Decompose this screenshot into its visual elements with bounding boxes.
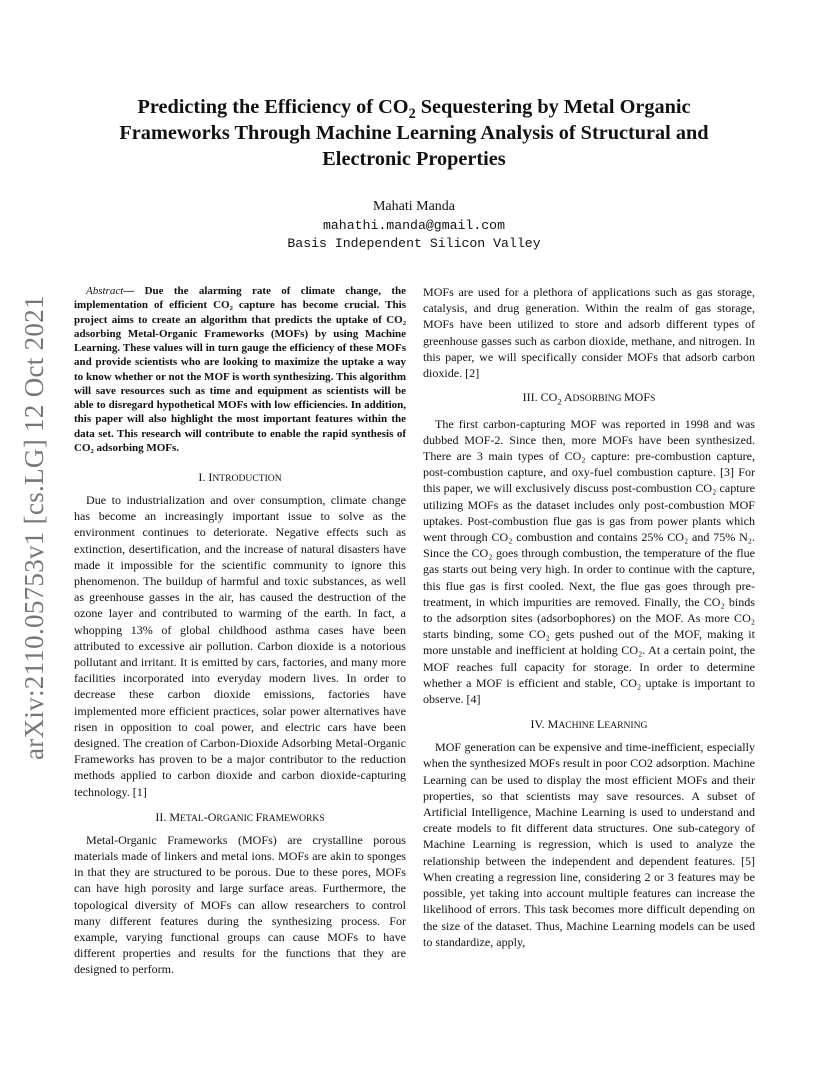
section-heading-mofs: II. METAL-ORGANIC FRAMEWORKS [155, 809, 325, 824]
title-line3: Electronic Properties [322, 148, 506, 170]
right-column [423, 284, 755, 950]
abstract-text: Due the alarming rate of climate change, the implementation of efficient CO₂ capture has become crucial. This project aims to create an algorithm that predicts the uptake of CO₂ adsorbing Metal-Organic Frameworks (MOFs) by using Machine Learning. These values will in turn gauge the efficiency of these MOFs and provide scientists who are looking to maximize the uptake a way to know whether or not the MOF is worth synthesizing. This algorithm will save resources such as time and equipment as scientists will be able to disregard hypothetical MOFs with low efficiencies. In addition, this paper will also highlight the most important features within the data set. This research will contribute to enable the rapid synthesis of CO₂ adsorbing MOFs. [74, 285, 406, 454]
title-line2: Frameworks Through Machine Learning Analysis of Structural and [119, 122, 709, 144]
section-heading-machine-learning: IV. MACHINE LEARNING [530, 717, 648, 732]
title-line1-b: Sequestering by Metal Organic [415, 96, 691, 118]
title-line1-a: Predicting the Efficiency of CO [137, 96, 409, 118]
paper-title [70, 94, 758, 172]
author-name: Mahati Manda [372, 199, 456, 214]
abstract: Abstract— Due the alarming rate of climate change, the implementation of efficient CO₂ capture has become crucial. This project aims to create an algorithm that predicts the uptake of CO₂ adsorbing Metal-Organic Frameworks (MOFs) by using Machine Learning. These values will in turn gauge the efficiency of these MOFs and provide scientists who are looking to maximize the uptake a way to know whether or not the MOF is worth synthesizing. This algorithm will save resources such as time and equipment as scientists will be able to disregard hypothetical MOFs with low efficiencies. In addition, this paper will also highlight the most important features within the data set. This research will contribute to enable the rapid synthesis of CO₂ adsorbing MOFs. [74, 285, 406, 454]
machine-learning-paragraph: MOF generation can be expensive and time-inefficient, especially when the synthesized MOFs result in poor CO2 adsorption. Machine Learning can be used to display the most efficient MOFs and their properties, so that scientists may save resources. A subset of Artificial Intelligence, Machine Learning is used to understand and create models to fit different data structures. One sub-category of Machine Learning is regression, which is used to analyze the relationship between the independent and dependent features. [5] When creating a regression line, considering 2 or 3 features may be possible, yet taking into account multiple features can increase the likelihood of errors. This task becomes more difficult depending on the size of the dataset. Thus, Machine Learning models can be used to standardize, apply, [423, 740, 755, 949]
co2-paragraph: The first carbon-capturing MOF was reported in 1998 and was dubbed MOF-2. Since then, more MOFs have been synthesized. There are 3 main types of CO₂ capture: pre-combustion capture, post-combustion capture, and oxy-fuel combustion capture. [3] For this paper, we will exclusively discuss post-combustion CO₂ capture utilizing MOFs as the dataset includes only post-combustion MOF uptakes. Post-combustion flue gas is gas from power plants which went through CO₂ combustion and contains 25% CO₂ and 75% N₂. Since the CO₂ goes through combustion, the temperature of the flue gas starts out being very high. In order to continue with the capture, this flue gas is first cooled. Next, the flue gas goes through pre-treatment, in which impurities are removed. Finally, the CO₂ binds to the adsorption sites (adsorbophores) on the MOF. As more CO₂ starts binding, some CO₂ gets pushed out of the MOF, making it more unstable and inefficient at holding CO₂. At a certain point, the MOF reaches full capacity for storage. In order to determine whether a MOF is efficient and stable, CO₂ uptake is important to observe. [4] [423, 416, 755, 707]
section-heading-introduction: I. INTRODUCTION [198, 470, 282, 484]
introduction-paragraph: Due to industrialization and over consumption, climate change has become an increasingly important issue to solve as the environment continues to deteriorate. Negative effects such as extinction, desertification, and the increase of natural disasters have made it impossible for the scientific community to ignore this phenomenon. The buildup of harmful and toxic substances, as well as greenhouse gasses in the air, has caused the destruction of the ozone layer and contributed to warming of the earth. In fact, a whopping 13% of global childhood asthma cases have been attributed to excessive air pollution. Carbon dioxide is a notorious pollutant and irritant. It is emitted by cars, factories, and many more facilities incorporated into everyday modern lives. In order to decrease these carbon dioxide emissions, factories have implemented more efficient practices, solar power alternatives have risen in opposition to coal power, and electric cars have been designed. The creation of Carbon-Dioxide Adsorbing Metal-Organic Frameworks has proven to be a major contributor to the reduction methods applied to carbon dioxide and carbon dioxide-capturing technology. [1] [74, 493, 406, 799]
arxiv-identifier: arXiv:2110.05753v1 [cs.LG] 12 Oct 2021 [19, 295, 49, 760]
mofs-paragraph-2: MOFs are used for a plethora of applications such as gas storage, catalysis, and drug generation. Within the realm of gas storage, MOFs have been utilized to store and adsorb different types of greenhouse gasses such as carbon dioxide, methane, and nitrogen. In this paper, we will specifically consider MOFs that adsorb carbon dioxide. [2] [423, 285, 755, 381]
mofs-paragraph-1: Metal-Organic Frameworks (MOFs) are crystalline porous materials made of linkers and metal ions. MOFs are akin to sponges in that they are structured to be porous. Due to these pores, MOFs can have high porosity and large surface areas. Furthermore, the topological diversity of MOFs can allow researchers to control many different features during the synthesizing process. For example, varying functional groups can cause MOFs to have different properties and results for the functions that they are designed to perform. [74, 832, 406, 977]
left-column [74, 284, 406, 978]
author-affiliation: Basis Independent Silicon Valley [287, 236, 541, 251]
title-subscript: 2 [408, 106, 416, 123]
section-heading-co2-adsorbing: III. $CO_2$ ADSORBING MOFS [522, 390, 656, 407]
author-email: mahathi.manda@gmail.com [322, 218, 506, 233]
abstract-label: Abstract [86, 285, 124, 297]
